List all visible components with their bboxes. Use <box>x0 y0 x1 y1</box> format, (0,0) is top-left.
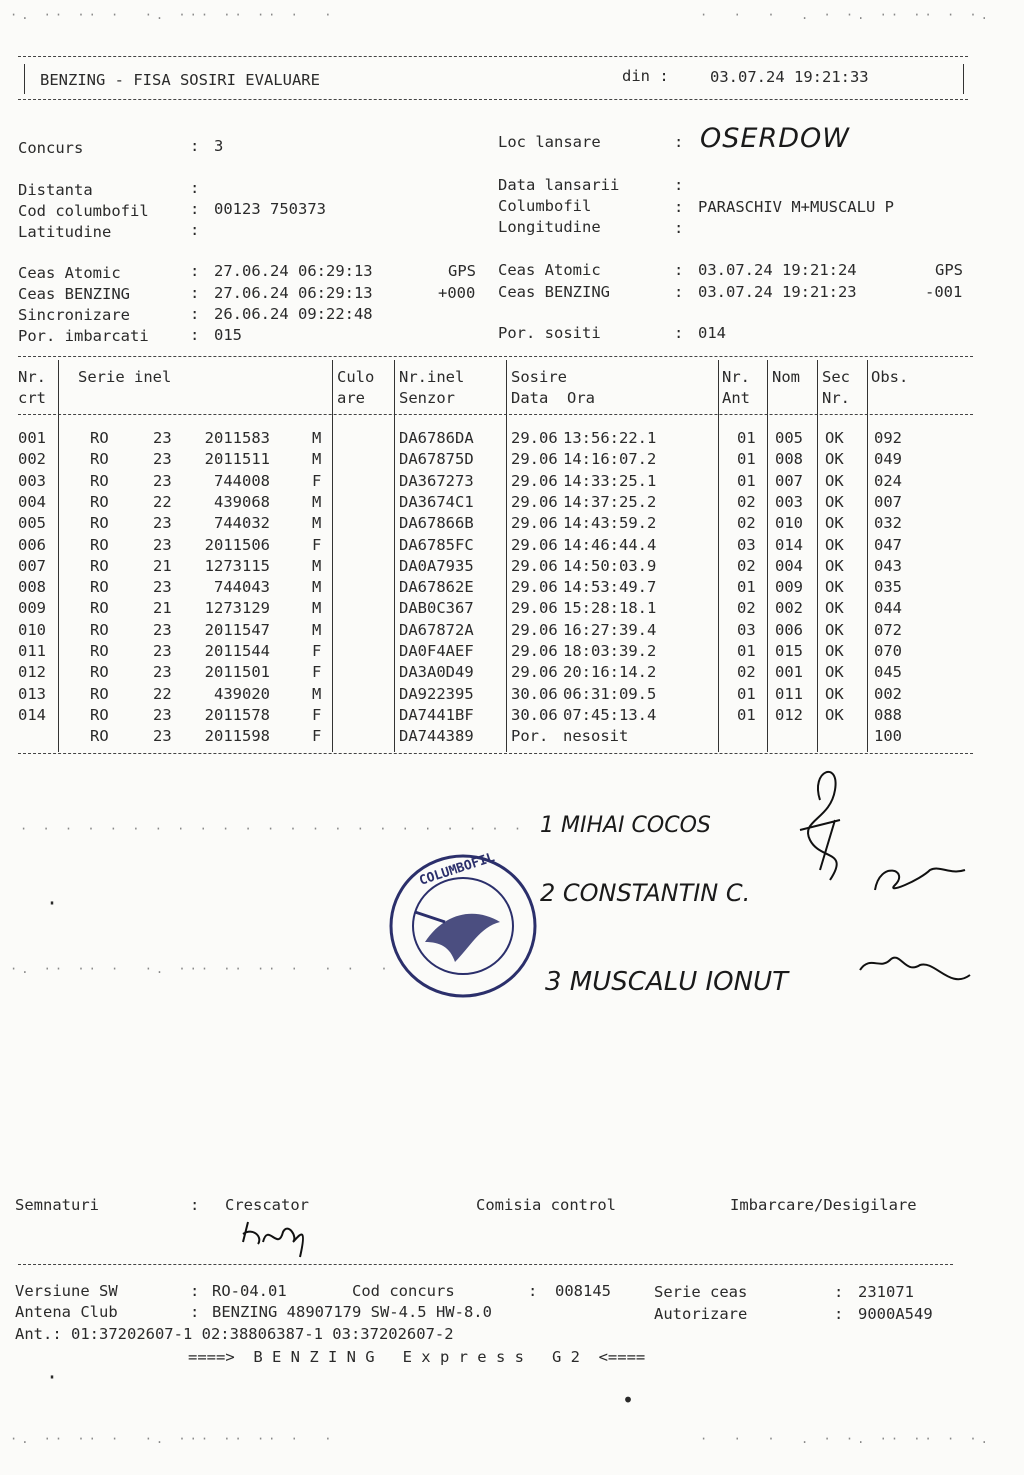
cell-inel: 439068 <box>214 492 270 511</box>
cell-sec: OK <box>825 684 844 703</box>
cell-sec: OK <box>825 429 844 447</box>
cell-ora: 20:16:14.2 <box>563 663 657 682</box>
cell-nr: 006 <box>18 535 46 554</box>
ceas-atomic-end-suffix: GPS <box>935 261 963 279</box>
columbofil-value: PARASCHIV M+MUSCALU P <box>698 198 894 216</box>
colon: : <box>190 326 200 344</box>
cell-inel: 2011598 <box>204 727 270 746</box>
cell-sec: OK <box>825 514 844 533</box>
scan-dot: • <box>622 1388 635 1412</box>
table-header-border <box>18 414 973 415</box>
header-senzor: Senzor <box>399 389 455 407</box>
cod-columbofil-value: 00123 750373 <box>214 200 326 218</box>
cell-tara: RO <box>90 514 109 533</box>
cell-obs: 100 <box>874 727 902 746</box>
ceas-atomic-end: 03.07.24 19:21:24 <box>698 261 857 279</box>
cell-nr: 003 <box>18 471 46 490</box>
ceas-atomic-start-suffix: GPS <box>448 262 476 280</box>
cell-ora: 07:45:13.4 <box>563 705 657 724</box>
cell-inel: 2011583 <box>204 429 270 447</box>
cell-an: 23 <box>153 642 172 660</box>
colon: : <box>190 179 200 197</box>
cell-nr: 004 <box>18 492 46 511</box>
cell-ora: 13:56:22.1 <box>563 429 657 447</box>
colon: : <box>834 1305 844 1323</box>
colon: : <box>190 305 200 323</box>
cell-an: 23 <box>153 663 172 682</box>
cell-ora: 14:53:49.7 <box>563 578 657 597</box>
cell-senzor: DA67875D <box>399 450 474 469</box>
colon: : <box>674 133 684 151</box>
cell-ant: 02 <box>737 599 756 618</box>
cell-nr: 008 <box>18 578 46 597</box>
col-divider <box>718 360 719 752</box>
cell-an: 21 <box>153 556 172 575</box>
cell-tara: RO <box>90 471 109 490</box>
cell-obs: 043 <box>874 556 902 575</box>
cell-ant: 03 <box>737 620 756 639</box>
cell-ora: 14:43:59.2 <box>563 514 657 533</box>
header-sec-nr: Nr. <box>822 389 850 407</box>
cell-sex: M <box>312 492 322 511</box>
header-sosire: Sosire <box>511 368 567 386</box>
cell-ant: 01 <box>737 705 756 724</box>
por-imbarcati-label: Por. imbarcati <box>18 327 149 345</box>
cell-tara: RO <box>90 578 109 597</box>
serie-ceas-value: 231071 <box>858 1283 914 1301</box>
comisia-label: Comisia control <box>476 1196 616 1214</box>
cell-sec: OK <box>825 620 844 639</box>
header-ant: Ant <box>722 389 750 407</box>
colon: : <box>190 137 209 155</box>
colon: : <box>674 198 684 216</box>
cell-sec: OK <box>825 578 844 597</box>
cell-nr: 011 <box>18 642 46 660</box>
cell-data: 30.06 <box>511 684 558 703</box>
por-sositi-value: 014 <box>698 324 726 342</box>
cell-obs: 035 <box>874 578 902 597</box>
cell-inel: 2011547 <box>204 620 270 639</box>
cell-nom: 015 <box>775 642 803 660</box>
cell-inel: 2011578 <box>204 705 270 724</box>
sincronizare-label: Sincronizare <box>18 306 130 324</box>
longitudine-label: Longitudine <box>498 218 601 236</box>
cell-an: 23 <box>153 514 172 533</box>
commission-member-1: 1 MIHAI COCOS <box>540 813 711 838</box>
cell-ora: 14:16:07.2 <box>563 450 657 469</box>
colon: : <box>190 262 200 280</box>
cell-sec: OK <box>825 556 844 575</box>
cell-sec: OK <box>825 642 844 660</box>
cell-senzor: DA3A0D49 <box>399 663 474 682</box>
cell-ant: 01 <box>737 578 756 597</box>
scan-dot: · <box>46 1365 59 1389</box>
loc-lansare-value: OSERDOW <box>700 123 850 154</box>
cell-an: 22 <box>153 684 172 703</box>
cell-nom: 005 <box>775 429 803 447</box>
semnaturi-label: Semnaturi <box>15 1196 99 1214</box>
colon: : <box>190 1196 200 1214</box>
header-nr-ant: Nr. <box>722 368 750 386</box>
cell-inel: 439020 <box>214 684 270 703</box>
cell-ant: 03 <box>737 535 756 554</box>
cell-an: 22 <box>153 492 172 511</box>
cell-tara: RO <box>90 599 109 618</box>
cell-ora: 15:28:18.1 <box>563 599 657 618</box>
cell-obs: 007 <box>874 492 902 511</box>
cell-sex: F <box>312 471 322 490</box>
cell-tara: RO <box>90 642 109 660</box>
loc-lansare-label: Loc lansare <box>498 133 601 151</box>
date-label: din : <box>622 67 669 85</box>
antenna-list: Ant.: 01:37202607-1 02:38806387-1 03:37202607-2 <box>15 1325 454 1343</box>
cell-an: 23 <box>153 578 172 597</box>
scan-noise: ·. ·· ·· · ·. ··· ·· ·· · · <box>10 1432 336 1446</box>
distanta-label: Distanta <box>18 181 93 199</box>
cell-nom: 014 <box>775 535 803 554</box>
cell-inel: 744043 <box>214 578 270 597</box>
cell-senzor: DA744389 <box>399 727 474 746</box>
autorizare-label: Autorizare <box>654 1305 748 1323</box>
signature-scribbles <box>780 760 980 980</box>
scan-noise: · · · · · · · · · · · · · · · · · · · · · · · <box>20 822 526 836</box>
header-sec: Sec <box>822 368 850 386</box>
ceas-benzing-label-right: Ceas BENZING <box>498 283 610 301</box>
cell-nr: 009 <box>18 599 46 618</box>
header-data-ora: Data Ora <box>511 389 595 407</box>
colon: : <box>190 200 200 218</box>
cell-tara: RO <box>90 492 109 511</box>
cell-senzor: DA67862E <box>399 578 474 597</box>
cell-an: 23 <box>153 727 172 746</box>
cell-sec: OK <box>825 663 844 682</box>
antena-label: Antena Club <box>15 1303 118 1321</box>
cell-obs: 024 <box>874 471 902 490</box>
cell-senzor: DA367273 <box>399 471 474 490</box>
col-divider <box>506 360 507 752</box>
cell-nom: 006 <box>775 620 803 639</box>
colon: : <box>190 1282 200 1300</box>
cell-nom: 007 <box>775 471 803 490</box>
cell-nom: 010 <box>775 514 803 533</box>
crescator-label: Crescator <box>225 1196 309 1214</box>
cell-obs: 092 <box>874 429 902 447</box>
header-culoare-1: Culo <box>337 368 375 386</box>
imbarcare-label: Imbarcare/Desigilare <box>730 1196 917 1214</box>
cell-sec: OK <box>825 599 844 618</box>
cell-sex: F <box>312 727 322 746</box>
cell-data: 29.06 <box>511 642 558 660</box>
cell-an: 23 <box>153 471 172 490</box>
cell-ant: 02 <box>737 492 756 511</box>
cell-ora: nesosit <box>563 727 629 746</box>
cell-ora: 06:31:09.5 <box>563 684 657 703</box>
serie-ceas-label: Serie ceas <box>654 1283 748 1301</box>
cell-sex: M <box>312 429 322 447</box>
cell-nom: 012 <box>775 705 803 724</box>
cell-data: 29.06 <box>511 535 558 554</box>
cell-inel: 2011506 <box>204 535 270 554</box>
cell-an: 21 <box>153 599 172 618</box>
sincronizare-value: 26.06.24 09:22:48 <box>214 305 373 323</box>
cell-sex: M <box>312 578 322 597</box>
ceas-benzing-start: 27.06.24 06:29:13 <box>214 284 373 302</box>
header-nom: Nom <box>772 368 800 386</box>
cell-tara: RO <box>90 684 109 703</box>
scan-dot: · <box>46 891 59 915</box>
commission-member-2: 2 CONSTANTIN C. <box>540 879 751 907</box>
cell-ant: 01 <box>737 429 756 447</box>
scan-noise: · · · . · ·. ·· ·· · ·. <box>700 8 992 22</box>
cell-an: 23 <box>153 450 172 469</box>
cell-sex: M <box>312 599 322 618</box>
cell-an: 23 <box>153 429 172 447</box>
cell-obs: 072 <box>874 620 902 639</box>
scan-noise: ·. ·· ·· · ·. ··· ·· ·· · · · · <box>10 962 392 976</box>
cell-sex: M <box>312 514 322 533</box>
cell-sec: OK <box>825 471 844 490</box>
cell-data: 29.06 <box>511 556 558 575</box>
cell-data: 29.06 <box>511 620 558 639</box>
colon: : <box>528 1282 538 1300</box>
cell-data: 29.06 <box>511 578 558 597</box>
cell-nom: 008 <box>775 450 803 469</box>
cell-nr: 005 <box>18 514 46 533</box>
header-obs: Obs. <box>871 368 909 386</box>
header-right-bar <box>963 64 964 94</box>
cell-obs: 070 <box>874 642 902 660</box>
cell-senzor: DA0A7935 <box>399 556 474 575</box>
cell-tara: RO <box>90 705 109 724</box>
cell-tara: RO <box>90 663 109 682</box>
cell-inel: 2011544 <box>204 642 270 660</box>
autorizare-value: 9000A549 <box>858 1305 933 1323</box>
cell-ant: 02 <box>737 556 756 575</box>
cell-senzor: DAB0C367 <box>399 599 474 618</box>
cell-nom: 001 <box>775 663 803 682</box>
cell-obs: 047 <box>874 535 902 554</box>
cell-sex: M <box>312 450 322 469</box>
data-lansarii-label: Data lansarii <box>498 176 620 194</box>
cell-nr: 001 <box>18 429 46 447</box>
cell-obs: 088 <box>874 705 902 724</box>
cell-ora: 14:50:03.9 <box>563 556 657 575</box>
colon: : <box>834 1283 844 1301</box>
colon: : <box>190 221 200 239</box>
cell-sex: F <box>312 663 322 682</box>
cell-obs: 002 <box>874 684 902 703</box>
scan-noise: · · · . · ·. ·· ·· · ·. <box>700 1432 992 1446</box>
col-divider <box>58 360 59 752</box>
cell-sex: M <box>312 684 322 703</box>
header-top-border <box>18 56 968 57</box>
concurs-value: 3 <box>214 137 224 155</box>
cell-senzor: DA922395 <box>399 684 474 703</box>
document-title: BENZING - FISA SOSIRI EVALUARE <box>40 71 320 89</box>
cell-sec: OK <box>825 705 844 724</box>
cell-sec: OK <box>825 450 844 469</box>
col-divider <box>767 360 768 752</box>
cell-tara: RO <box>90 727 109 746</box>
cell-senzor: DA6785FC <box>399 535 474 554</box>
por-sositi-label: Por. sositi <box>498 324 601 342</box>
cell-ant: 01 <box>737 450 756 469</box>
table-bottom-border <box>18 753 973 754</box>
cell-nr: 010 <box>18 620 46 639</box>
cell-nr: 007 <box>18 556 46 575</box>
cell-an: 23 <box>153 705 172 724</box>
cell-an: 23 <box>153 620 172 639</box>
cell-senzor: DA67872A <box>399 620 474 639</box>
cell-sec: OK <box>825 535 844 554</box>
cell-tara: RO <box>90 429 109 447</box>
colon: : <box>674 283 684 301</box>
latitudine-label: Latitudine <box>18 223 112 241</box>
cell-tara: RO <box>90 450 109 469</box>
columbofil-label: Columbofil <box>498 197 592 215</box>
cell-ora: 14:37:25.2 <box>563 492 657 511</box>
cell-obs: 044 <box>874 599 902 618</box>
date-value: 03.07.24 19:21:33 <box>710 68 869 86</box>
col-divider <box>394 360 395 752</box>
concurs-label: Concurs <box>18 139 84 157</box>
ceas-atomic-start: 27.06.24 06:29:13 <box>214 262 373 280</box>
ceas-atomic-label-right: Ceas Atomic <box>498 261 601 279</box>
cell-nr: 014 <box>18 705 46 724</box>
cell-ora: 18:03:39.2 <box>563 642 657 660</box>
commission-member-3: 3 MUSCALU IONUT <box>545 967 788 997</box>
col-divider <box>332 360 333 752</box>
cell-nr: 012 <box>18 663 46 682</box>
cell-sec: OK <box>825 492 844 511</box>
cell-ant: 01 <box>737 642 756 660</box>
table-top-border <box>18 356 973 357</box>
colon: : <box>190 1303 200 1321</box>
cell-ant: 02 <box>737 663 756 682</box>
cell-nom: 011 <box>775 684 803 703</box>
cell-senzor: DA3674C1 <box>399 492 474 511</box>
cell-data: Por. <box>511 727 549 746</box>
header-bottom-border <box>18 99 968 100</box>
por-imbarcati-value: 015 <box>214 326 242 344</box>
header-nr-inel: Nr.inel <box>399 368 465 386</box>
cell-senzor: DA0F4AEF <box>399 642 474 660</box>
cod-concurs-label: Cod concurs <box>352 1282 455 1300</box>
cell-inel: 2011511 <box>204 450 270 469</box>
cell-nr: 013 <box>18 684 46 703</box>
col-divider <box>817 360 818 752</box>
cell-senzor: DA7441BF <box>399 705 474 724</box>
cell-data: 29.06 <box>511 514 558 533</box>
cell-nom: 004 <box>775 556 803 575</box>
cell-tara: RO <box>90 556 109 575</box>
cell-ora: 14:33:25.1 <box>563 471 657 490</box>
cell-ant: 02 <box>737 514 756 533</box>
cell-data: 29.06 <box>511 471 558 490</box>
cell-inel: 744032 <box>214 514 270 533</box>
versiune-label: Versiune SW <box>15 1282 118 1300</box>
stamp-text: COLUMBOFIL <box>417 850 497 889</box>
cell-inel: 744008 <box>214 471 270 490</box>
cell-data: 30.06 <box>511 705 558 724</box>
cell-sex: M <box>312 556 322 575</box>
benzing-banner: ====> B E N Z I N G E x p r e s s G 2 <==== <box>188 1348 646 1366</box>
cell-obs: 032 <box>874 514 902 533</box>
scan-noise: ·. ·· ·· · ·. ··· ·· ·· · · <box>10 8 336 22</box>
cell-tara: RO <box>90 620 109 639</box>
cell-data: 29.06 <box>511 599 558 618</box>
cell-nom: 003 <box>775 492 803 511</box>
cell-inel: 1273129 <box>204 599 270 618</box>
cell-ora: 14:46:44.4 <box>563 535 657 554</box>
cell-data: 29.06 <box>511 492 558 511</box>
cod-columbofil-label: Cod columbofil <box>18 202 149 220</box>
ceas-benzing-label: Ceas BENZING <box>18 285 130 303</box>
cell-ant: 01 <box>737 684 756 703</box>
cell-obs: 049 <box>874 450 902 469</box>
cell-senzor: DA6786DA <box>399 429 474 447</box>
ceas-benzing-end-suffix: -001 <box>925 283 963 301</box>
cell-inel: 2011501 <box>204 663 270 682</box>
cell-sex: F <box>312 705 322 724</box>
header-left-bar <box>24 64 25 94</box>
ceas-benzing-end: 03.07.24 19:21:23 <box>698 283 857 301</box>
header-serie-inel: Serie inel <box>78 368 172 386</box>
cell-nom: 002 <box>775 599 803 618</box>
cell-an: 23 <box>153 535 172 554</box>
colon: : <box>190 284 200 302</box>
cell-data: 29.06 <box>511 429 558 447</box>
col-divider <box>867 360 868 752</box>
cell-data: 29.06 <box>511 450 558 469</box>
cell-sex: F <box>312 642 322 660</box>
cell-nom: 009 <box>775 578 803 597</box>
cell-tara: RO <box>90 535 109 554</box>
crescator-signature <box>238 1212 318 1262</box>
header-culoare-2: are <box>337 389 365 407</box>
cell-sex: F <box>312 535 322 554</box>
cod-concurs-value: 008145 <box>555 1282 611 1300</box>
cell-nr: 002 <box>18 450 46 469</box>
ceas-atomic-label: Ceas Atomic <box>18 264 121 282</box>
ceas-benzing-start-suffix: +000 <box>438 284 476 302</box>
cell-senzor: DA67866B <box>399 514 474 533</box>
cell-sex: M <box>312 620 322 639</box>
versiune-value: RO-04.01 <box>212 1282 287 1300</box>
footer-border <box>18 1264 953 1265</box>
cell-ant: 01 <box>737 471 756 490</box>
cell-obs: 045 <box>874 663 902 682</box>
header-nr: Nr. <box>18 368 46 386</box>
colon: : <box>674 324 684 342</box>
header-crt: crt <box>18 389 46 407</box>
antena-value: BENZING 48907179 SW-4.5 HW-8.0 <box>212 1303 492 1321</box>
colon: : <box>674 176 684 194</box>
cell-ora: 16:27:39.4 <box>563 620 657 639</box>
colon: : <box>674 261 684 279</box>
cell-data: 29.06 <box>511 663 558 682</box>
colon: : <box>674 219 684 237</box>
cell-inel: 1273115 <box>204 556 270 575</box>
